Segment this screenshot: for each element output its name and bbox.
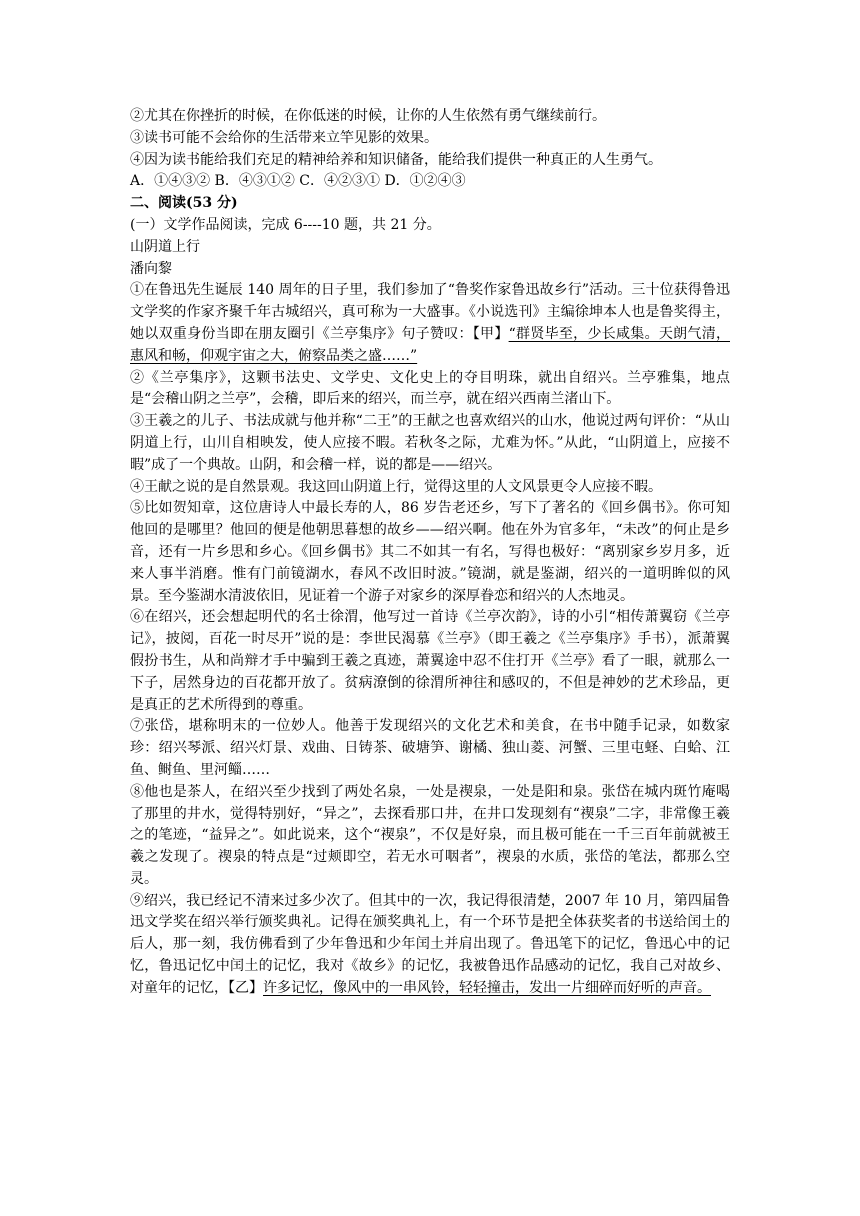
article-title: 山阴道上行 <box>130 238 200 255</box>
section-intro: (一）文学作品阅读，完成 6----10 题，共 21 分。 <box>130 216 441 233</box>
paragraph-8: ⑧他也是茶人，在绍兴至少找到了两处名泉，一处是禊泉，一处是阳和泉。张岱在城内斑竹庵喝了那里的井水，觉得特别好，“异之”，去探看那口井，在井口发现刻有“禊泉”二字，非常像王羲之的笔迹，“益异之”。如此说来，这个“禊泉”，不仅是好泉，而且极可能在一千三百年前就被王羲之发现了。禊泉的特点是“过颊即空，若无水可咽者”，禊泉的水质，张岱的笔法，都那么空灵。 <box>130 783 730 887</box>
paragraph-1 <box>130 280 730 367</box>
document-body <box>130 106 730 1000</box>
paragraph-7: ⑦张岱，堪称明末的一位妙人。他善于发现绍兴的文化艺术和美食，在书中随手记录，如数家珍：绍兴琴派、绍兴灯景、戏曲、日铸茶、破塘笋、谢橘、独山菱、河蟹、三里屯蛏、白蛤、江鱼、鲥鱼、里河鲻…… <box>130 718 730 778</box>
option-3: ③读书可能不会给你的生活带来立竿见影的效果。 <box>130 129 438 146</box>
option-2: ②尤其在你挫折的时候，在你低迷的时候，让你的人生依然有勇气继续前行。 <box>130 108 606 124</box>
paragraph-1-text: ①在鲁迅先生诞辰 140 周年的日子里，我们参加了“鲁奖作家鲁迅故乡行”活动。三十位获得鲁迅文学奖的作家齐聚千年古城绍兴，真可称为一大盛事。《小说选刊》主编徐坤本人也是鲁奖得主，她以双重身份当即在朋友圈引《兰亭集序》句子赞叹：【甲】 <box>130 282 730 342</box>
section-heading: 二、阅读(53 分) <box>130 195 238 212</box>
paragraph-6: ⑥在绍兴，还会想起明代的名士徐渭，他写过一首诗《兰亭次韵》，诗的小引“相传萧翼窃《兰亭记》，披阅，百花一时尽开”说的是：李世民渴慕《兰亭》（即王羲之《兰亭集序》手书），派萧翼假扮书生，从和尚辩才手中骗到王羲之真迹，萧翼途中忍不住打开《兰亭》看了一眼，就那么一下子，居然身边的百花都开放了。贫病潦倒的徐渭所神往和感叹的，不但是神妙的艺术珍品，更是真正的艺术所得到的尊重。 <box>130 609 730 713</box>
paragraph-2: ②《兰亭集序》，这颗书法史、文学史、文化史上的夺目明珠，就出自绍兴。兰亭雅集，地点是“会稽山阴之兰亭”，会稽，即后来的绍兴，而兰亭，就在绍兴西南兰渚山下。 <box>130 369 730 408</box>
paragraph-9 <box>130 891 730 1000</box>
paragraph-5: ⑤比如贺知章，这位唐诗人中最长寿的人，86 岁告老还乡，写下了著名的《回乡偶书》。你可知他回的是哪里？他回的便是他朝思暮想的故乡——绍兴啊。他在外为官多年，“未改”的何止是乡音，还有一片乡思和乡心。《回乡偶书》其二不如其一有名，写得也极好：“离别家乡岁月多，近来人事半消磨。惟有门前镜湖水，春风不改旧时波。”镜湖，就是鉴湖，绍兴的一道明眸似的风景。至今鉴湖水清波依旧，见证着一个游子对家乡的深厚眷恋和绍兴的人杰地灵。 <box>130 500 730 604</box>
quote-jia-underlined: “群贤毕至，少长咸集。天朗气清，惠风和畅，仰观宇宙之大，俯察品类之盛……” <box>130 325 730 364</box>
quote-yi-underlined: 许多记忆，像风中的一串风铃，轻轻撞击，发出一片细碎而好听的声音。 <box>263 979 711 996</box>
answer-choices: A．①④③② B．④③①② C．④②③① D．①②④③ <box>130 173 466 190</box>
paragraph-9-text: ⑨绍兴，我已经记不清来过多少次了。但其中的一次，我记得很清楚，2007 年 10 月，第四届鲁迅文学奖在绍兴举行颁奖典礼。记得在颁奖典礼上，有一个环节是把全体获奖者的书送给闰土的后人，那一刻，我仿佛看到了少年鲁迅和少年闰土并肩出现了。鲁迅笔下的记忆，鲁迅心中的记忆，鲁迅记忆中闰土的记忆，我对《故乡》的记忆，我被鲁迅作品感动的记忆，我自己对故乡、对童年的记忆，【乙】 <box>130 892 730 996</box>
paragraph-4: ④王献之说的是自然景观。我这回山阴道上行，觉得这里的人文风景更令人应接不暇。 <box>130 478 662 495</box>
paragraph-3: ③王羲之的儿子、书法成就与他并称“二王”的王献之也喜欢绍兴的山水，他说过两句评价：“从山阴道上行，山川自相映发，使人应接不暇。若秋冬之际，尤难为怀。”从此，“山阴道上，应接不暇”成了一个典故。山阴，和会稽一样，说的都是——绍兴。 <box>130 413 730 473</box>
option-4: ④因为读书能给我们充足的精神给养和知识储备，能给我们提供一种真正的人生勇气。 <box>130 151 662 168</box>
article-author: 潘向黎 <box>130 260 172 277</box>
